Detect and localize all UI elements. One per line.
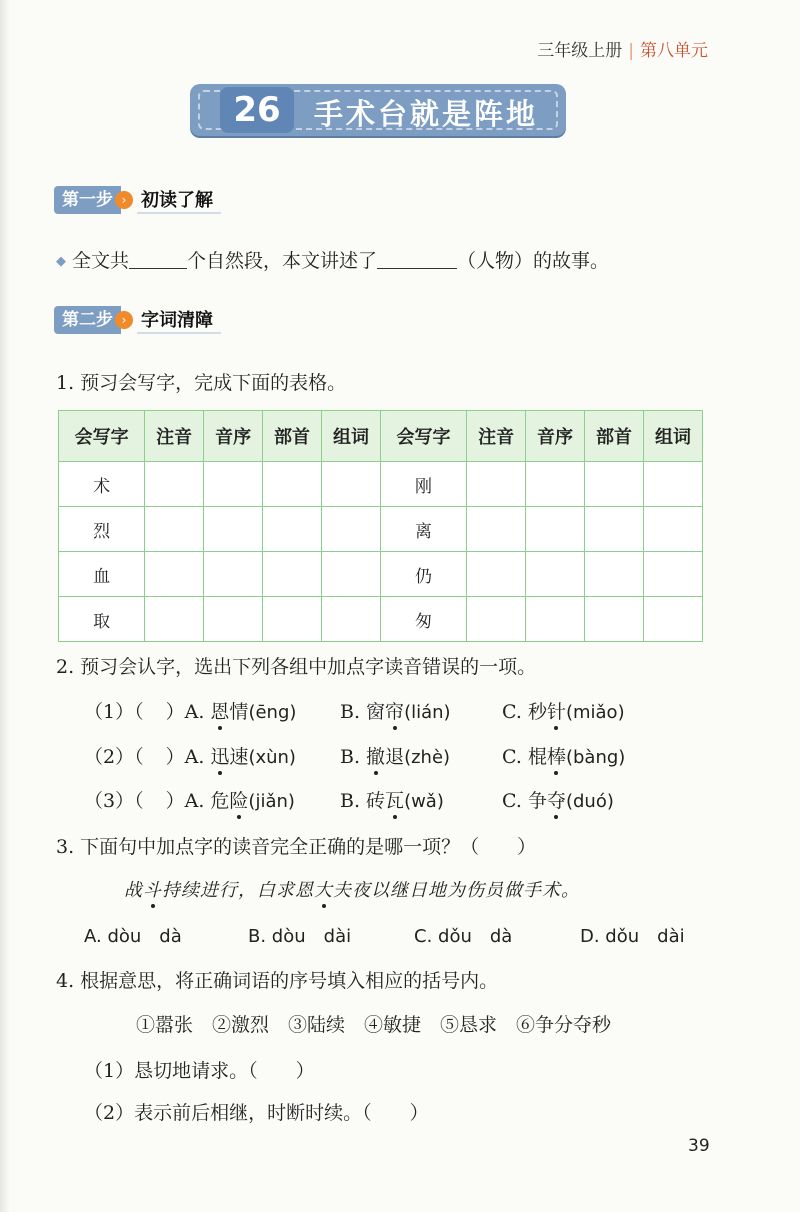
blank-cell[interactable] — [467, 507, 526, 552]
dotted-char: 帘 — [385, 697, 404, 724]
q2-item-1-b[interactable] — [340, 697, 451, 724]
lesson-title-banner — [190, 84, 566, 136]
item-number: （2）（ — [84, 746, 144, 768]
pinyin: (wǎ) — [404, 791, 444, 812]
pinyin: (bàng) — [565, 747, 626, 768]
char-cell: 术 — [59, 462, 145, 507]
step2-tag — [54, 306, 221, 334]
option-prefix: ）A. — [165, 746, 211, 768]
header-cell: 部首 — [585, 411, 644, 462]
blank-cell[interactable] — [322, 462, 381, 507]
q2-item-2-c[interactable] — [502, 742, 625, 769]
q2-item-3-b[interactable] — [340, 786, 444, 813]
char-cell: 烈 — [59, 507, 145, 552]
blank-cell[interactable] — [467, 597, 526, 642]
blank-cell[interactable] — [145, 552, 204, 597]
char-cell: 匆 — [380, 597, 466, 642]
blank-cell[interactable] — [585, 507, 644, 552]
q4-text: 4. 根据意思，将正确词语的序号填入相应的括号内。 — [56, 970, 499, 992]
blank-cell[interactable] — [585, 552, 644, 597]
dotted-char: 险 — [229, 786, 248, 813]
blank-cell[interactable] — [145, 597, 204, 642]
header-cell: 会写字 — [59, 411, 145, 462]
blank-cell[interactable] — [204, 597, 263, 642]
blank-cell[interactable] — [263, 597, 322, 642]
option-prefix: B. 窗 — [340, 701, 386, 723]
q2-item-3-c[interactable] — [502, 786, 614, 813]
page-number: 39 — [688, 1136, 710, 1156]
char-cell: 刚 — [380, 462, 466, 507]
option-prefix: B. — [340, 746, 367, 768]
dotted-char: 棒 — [547, 742, 566, 769]
step1-question — [56, 246, 609, 273]
header-cell: 音序 — [204, 411, 263, 462]
paragraph-count-blank[interactable] — [129, 250, 187, 269]
pinyin: (lián) — [404, 702, 451, 723]
lesson-title: 手术台就是阵地 — [314, 97, 539, 131]
sentence-part: 夫夜以继日地为伤员做手术。 — [333, 880, 580, 901]
dotted-char: 针 — [547, 697, 566, 724]
option-prefix: B. 砖 — [340, 790, 386, 812]
q2-text: 2. 预习会认字，选出下列各组中加点字读音错误的一项。 — [56, 656, 537, 678]
pinyin: (xùn) — [248, 747, 296, 768]
blank-cell[interactable] — [263, 507, 322, 552]
pinyin: (miǎo) — [565, 702, 625, 723]
blank-cell[interactable] — [643, 552, 702, 597]
option-suffix: 退 — [385, 746, 405, 768]
table-header-row — [59, 411, 703, 462]
blank-cell[interactable] — [526, 597, 585, 642]
q4-item-1[interactable]: （1）恳切地请求。（ ） — [84, 1060, 315, 1082]
dotted-char: 夺 — [547, 786, 566, 813]
blank-cell[interactable] — [204, 462, 263, 507]
dotted-char: 迅 — [210, 742, 229, 769]
char-cell: 仍 — [380, 552, 466, 597]
blank-cell[interactable] — [643, 462, 702, 507]
grade-unit-header — [537, 36, 708, 61]
option-suffix: 情 — [229, 701, 249, 723]
step1-text-a: 全文共 — [72, 250, 130, 272]
char-cell: 取 — [59, 597, 145, 642]
page-edge — [0, 0, 10, 1212]
q3-option-c[interactable]: C. dǒu dà — [414, 926, 513, 947]
chevron-right-icon: › — [115, 191, 133, 209]
q1-text: 1. 预习会写字，完成下面的表格。 — [56, 372, 347, 394]
q2-item-1-a[interactable] — [84, 697, 296, 724]
q2-item-2-a[interactable] — [84, 742, 296, 769]
header-cell: 注音 — [467, 411, 526, 462]
pinyin: (jiǎn) — [248, 791, 295, 812]
blank-cell[interactable] — [643, 507, 702, 552]
pinyin: (zhè) — [404, 747, 451, 768]
blank-cell[interactable] — [204, 507, 263, 552]
char-cell: 离 — [380, 507, 466, 552]
blank-cell[interactable] — [643, 597, 702, 642]
unit-label: 第八单元 — [640, 41, 708, 61]
item-number: （3）（ — [84, 790, 144, 812]
blank-cell[interactable] — [585, 462, 644, 507]
item-number: （1）（ — [84, 701, 144, 723]
step1-tag — [54, 186, 221, 214]
dotted-char: 恩 — [210, 697, 229, 724]
blank-cell[interactable] — [145, 462, 204, 507]
step2-name: 字词清障 — [137, 306, 221, 334]
chevron-right-icon: › — [115, 311, 133, 329]
writing-characters-table — [58, 410, 703, 642]
step1-text-b: 个自然段，本文讲述了 — [187, 250, 378, 272]
step2-label: 第二步 — [54, 306, 121, 334]
header-cell: 音序 — [526, 411, 585, 462]
blank-cell[interactable] — [322, 597, 381, 642]
blank-cell[interactable] — [204, 552, 263, 597]
q2-item-2-b[interactable] — [340, 742, 450, 769]
dotted-char: 斗 — [143, 876, 162, 902]
option-prefix: ）A. 危 — [165, 790, 230, 812]
option-prefix: C. 棍 — [502, 746, 547, 768]
dotted-char: 撤 — [366, 742, 385, 769]
step1-text-c: （人物）的故事。 — [457, 250, 610, 272]
blank-cell[interactable] — [263, 552, 322, 597]
blank-cell[interactable] — [526, 507, 585, 552]
blank-cell[interactable] — [467, 462, 526, 507]
diamond-bullet-icon: ◆ — [56, 254, 66, 269]
blank-cell[interactable] — [145, 507, 204, 552]
person-blank[interactable] — [377, 250, 457, 269]
q2-item-3-a[interactable] — [84, 786, 295, 813]
sentence-part: 战 — [124, 880, 143, 901]
blank-cell[interactable] — [322, 507, 381, 552]
q3-option-d[interactable]: D. dǒu dài — [580, 926, 685, 947]
q3-option-b[interactable]: B. dòu dài — [248, 926, 352, 947]
pinyin: (duó) — [565, 791, 614, 812]
header-cell: 部首 — [263, 411, 322, 462]
grade-label: 三年级上册 — [537, 41, 623, 61]
table-row — [59, 552, 703, 597]
q4-item-2[interactable]: （2）表示前后相继，时断时续。（ ） — [84, 1102, 429, 1124]
table-row — [59, 597, 703, 642]
table-row — [59, 462, 703, 507]
blank-cell[interactable] — [263, 462, 322, 507]
lesson-number: 26 — [220, 87, 294, 133]
option-prefix: C. 争 — [502, 790, 547, 812]
blank-cell[interactable] — [526, 552, 585, 597]
pinyin: (ēng) — [248, 702, 297, 723]
dotted-char: 大 — [314, 876, 333, 902]
blank-cell[interactable] — [322, 552, 381, 597]
header-separator: | — [628, 41, 634, 61]
table-row — [59, 507, 703, 552]
char-cell: 血 — [59, 552, 145, 597]
sentence-part: 持续进行，白求恩 — [162, 880, 314, 901]
header-cell: 组词 — [322, 411, 381, 462]
header-cell: 会写字 — [380, 411, 466, 462]
step1-label: 第一步 — [54, 186, 121, 214]
q4-word-list: ①嚣张 ②激烈 ③陆续 ④敏捷 ⑤恳求 ⑥争分夺秒 — [136, 1014, 612, 1036]
option-prefix: ）A. — [165, 701, 211, 723]
q2-item-1-c[interactable] — [502, 697, 625, 724]
q3-option-a[interactable]: A. dòu dà — [84, 926, 182, 947]
q3-sentence — [124, 876, 580, 902]
dotted-char: 瓦 — [385, 786, 404, 813]
header-cell: 注音 — [145, 411, 204, 462]
option-suffix: 速 — [229, 746, 249, 768]
blank-cell[interactable] — [585, 597, 644, 642]
step1-name: 初读了解 — [137, 186, 221, 214]
option-prefix: C. 秒 — [502, 701, 547, 723]
header-cell: 组词 — [643, 411, 702, 462]
blank-cell[interactable] — [526, 462, 585, 507]
q3-text: 3. 下面句中加点字的读音完全正确的是哪一项？（ ） — [56, 836, 537, 858]
blank-cell[interactable] — [467, 552, 526, 597]
